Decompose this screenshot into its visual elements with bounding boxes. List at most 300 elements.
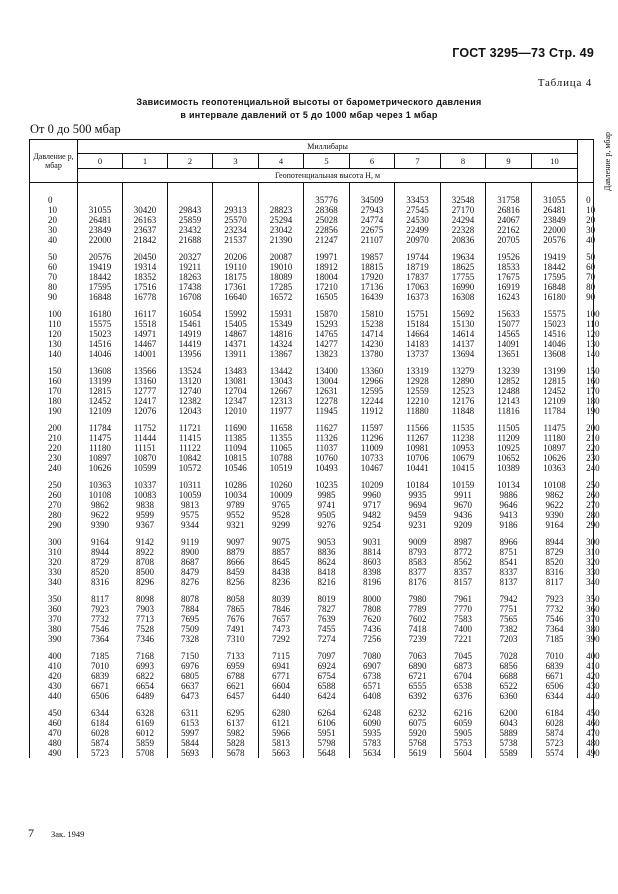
- height-cell: 17516: [123, 282, 168, 292]
- table-row: [30, 329, 594, 339]
- pressure-left-cell: 80: [30, 282, 78, 292]
- group-gap: [30, 416, 594, 423]
- height-cell: 8520: [78, 567, 123, 577]
- height-cell: 13400: [304, 366, 350, 376]
- pressure-right-cell: 110: [578, 319, 594, 329]
- height-cell: 12109: [78, 406, 123, 416]
- height-cell: 9164: [532, 520, 578, 530]
- height-cell: 16572: [259, 292, 304, 302]
- height-cell: 15870: [304, 309, 350, 319]
- height-cell: 6555: [395, 681, 441, 691]
- height-cell: 15238: [350, 319, 395, 329]
- height-cell: 18263: [168, 272, 213, 282]
- height-cell: 5859: [123, 738, 168, 748]
- height-cell: 6012: [123, 728, 168, 738]
- height-cell: 20836: [441, 235, 486, 245]
- height-cell: 31055: [78, 205, 123, 215]
- height-cell: 10311: [168, 480, 213, 490]
- height-cell: 7602: [395, 614, 441, 624]
- pressure-right-cell: 270: [578, 500, 594, 510]
- height-cell: 18175: [213, 272, 259, 282]
- height-cell: 7942: [486, 594, 532, 604]
- height-cell: 13823: [304, 349, 350, 359]
- height-cell: 5648: [304, 748, 350, 758]
- height-cell: 21390: [259, 235, 304, 245]
- pressure-right-cell: 250: [578, 480, 594, 490]
- pressure-left-cell: 250: [30, 480, 78, 490]
- height-cell: 21537: [213, 235, 259, 245]
- pressure-right-cell: 390: [578, 634, 594, 644]
- height-cell: [123, 195, 168, 205]
- height-cell: 22000: [532, 225, 578, 235]
- caption-line-1: Зависимость геопотенциальной высоты от барометрического давления: [136, 97, 482, 107]
- height-cell: 6571: [350, 681, 395, 691]
- height-cell: 11505: [486, 423, 532, 433]
- pressure-right-cell: 410: [578, 661, 594, 671]
- pressure-left-cell: 60: [30, 262, 78, 272]
- height-cell: 19211: [168, 262, 213, 272]
- table-row: [30, 396, 594, 406]
- height-cell: 5813: [259, 738, 304, 748]
- pressure-left-cell: 290: [30, 520, 78, 530]
- pressure-left-cell: 180: [30, 396, 78, 406]
- pressure-left-cell: 70: [30, 272, 78, 282]
- pressure-left-cell: 470: [30, 728, 78, 738]
- height-cell: 19971: [304, 252, 350, 262]
- height-cell: 13694: [441, 349, 486, 359]
- pressure-right-cell: 370: [578, 614, 594, 624]
- height-cell: 13780: [350, 349, 395, 359]
- height-cell: 7455: [304, 624, 350, 634]
- pressure-left-cell: 300: [30, 537, 78, 547]
- height-cell: 9985: [304, 490, 350, 500]
- height-cell: 12559: [395, 386, 441, 396]
- pressure-right-cell: 440: [578, 691, 594, 701]
- pressure-right-cell: 150: [578, 366, 594, 376]
- pressure-right-cell: 300: [578, 537, 594, 547]
- pressure-header-left: Давление p, мбар: [30, 140, 78, 183]
- height-cell: 19010: [259, 262, 304, 272]
- height-cell: 26481: [78, 215, 123, 225]
- table-row: [30, 282, 594, 292]
- height-cell: 10337: [123, 480, 168, 490]
- height-cell: 14001: [123, 349, 168, 359]
- height-cell: 34509: [350, 195, 395, 205]
- height-cell: 10760: [304, 453, 350, 463]
- height-cell: 7509: [168, 624, 213, 634]
- height-subheader: Геопотенциальная высота H, м: [78, 169, 578, 183]
- table-row: [30, 349, 594, 359]
- height-cell: 7185: [532, 634, 578, 644]
- pressure-left-cell: 90: [30, 292, 78, 302]
- height-cell: 20705: [486, 235, 532, 245]
- height-cell: 13566: [123, 366, 168, 376]
- height-cell: 8236: [259, 577, 304, 587]
- height-cell: 6028: [78, 728, 123, 738]
- pressure-right-cell: 380: [578, 624, 594, 634]
- pressure-right-cell: 290: [578, 520, 594, 530]
- height-cell: 5768: [395, 738, 441, 748]
- unit-header-8: 8: [441, 154, 486, 169]
- height-cell: 11209: [486, 433, 532, 443]
- height-cell: 7256: [350, 634, 395, 644]
- height-cell: 5874: [78, 738, 123, 748]
- pressure-right-cell: 470: [578, 728, 594, 738]
- pressure-right-cell: 80: [578, 282, 594, 292]
- height-cell: 20327: [168, 252, 213, 262]
- height-cell: 28368: [304, 205, 350, 215]
- height-cell: 8377: [395, 567, 441, 577]
- height-cell: 15461: [168, 319, 213, 329]
- height-cell: 7695: [168, 614, 213, 624]
- height-cell: 6424: [304, 691, 350, 701]
- height-cell: 8078: [168, 594, 213, 604]
- height-cell: 20576: [78, 252, 123, 262]
- millibars-header: Миллибары: [78, 140, 578, 154]
- height-cell: 6392: [395, 691, 441, 701]
- height-cell: 8276: [168, 577, 213, 587]
- pressure-right-cell: 280: [578, 510, 594, 520]
- height-cell: 14046: [78, 349, 123, 359]
- height-cell: 11566: [395, 423, 441, 433]
- pressure-right-cell: 420: [578, 671, 594, 681]
- height-cell: 11721: [168, 423, 213, 433]
- height-cell: 6688: [486, 671, 532, 681]
- height-cell: 11658: [259, 423, 304, 433]
- height-cell: 35776: [304, 195, 350, 205]
- height-cell: 7751: [486, 604, 532, 614]
- height-cell: 10679: [441, 453, 486, 463]
- height-cell: 12890: [441, 376, 486, 386]
- height-cell: 9838: [123, 500, 168, 510]
- height-cell: 6907: [350, 661, 395, 671]
- height-cell: 7203: [486, 634, 532, 644]
- height-cell: 26816: [486, 205, 532, 215]
- pressure-right-cell: 90: [578, 292, 594, 302]
- table-row: [30, 480, 594, 490]
- height-cell: 7080: [350, 651, 395, 661]
- height-cell: 7346: [123, 634, 168, 644]
- height-cell: 11752: [123, 423, 168, 433]
- table-row: [30, 520, 594, 530]
- height-cell: 6169: [123, 718, 168, 728]
- height-cell: 15518: [123, 319, 168, 329]
- height-cell: 15130: [441, 319, 486, 329]
- height-cell: 9186: [486, 520, 532, 530]
- height-cell: 6671: [78, 681, 123, 691]
- height-cell: 6588: [304, 681, 350, 691]
- height-cell: 7528: [123, 624, 168, 634]
- height-cell: 8624: [304, 557, 350, 567]
- height-cell: 9231: [395, 520, 441, 530]
- height-cell: 20087: [259, 252, 304, 262]
- height-cell: 6408: [350, 691, 395, 701]
- height-cell: 13239: [486, 366, 532, 376]
- height-cell: 11475: [532, 423, 578, 433]
- height-cell: 8117: [78, 594, 123, 604]
- height-cell: 9789: [213, 500, 259, 510]
- height-cell: 6184: [532, 708, 578, 718]
- height-cell: 9390: [78, 520, 123, 530]
- unit-header-10: 10: [532, 154, 578, 169]
- height-cell: [213, 195, 259, 205]
- height-cell: 8987: [441, 537, 486, 547]
- table-row: [30, 386, 594, 396]
- height-cell: 10034: [213, 490, 259, 500]
- height-cell: 9413: [486, 510, 532, 520]
- height-cell: 11296: [350, 433, 395, 443]
- height-cell: 23234: [213, 225, 259, 235]
- height-cell: 8216: [304, 577, 350, 587]
- height-cell: 7713: [123, 614, 168, 624]
- height-cell: [78, 195, 123, 205]
- pressure-left-cell: 140: [30, 349, 78, 359]
- pressure-left-cell: 170: [30, 386, 78, 396]
- pressure-right-cell: 430: [578, 681, 594, 691]
- height-cell: 6248: [350, 708, 395, 718]
- height-cell: 10441: [395, 463, 441, 473]
- height-cell: 14371: [213, 339, 259, 349]
- height-cell: 14919: [168, 329, 213, 339]
- pressure-right-cell: 180: [578, 396, 594, 406]
- page-number: 7: [28, 826, 34, 840]
- height-cell: [259, 195, 304, 205]
- height-cell: 6295: [213, 708, 259, 718]
- height-cell: 9209: [441, 520, 486, 530]
- pressure-right-cell: 240: [578, 463, 594, 473]
- height-cell: 12313: [259, 396, 304, 406]
- height-cell: 11009: [350, 443, 395, 453]
- height-cell: 7097: [304, 651, 350, 661]
- pressure-right-cell: 140: [578, 349, 594, 359]
- height-cell: 10706: [395, 453, 441, 463]
- table-row: [30, 309, 594, 319]
- height-cell: 19857: [350, 252, 395, 262]
- height-cell: 7328: [168, 634, 213, 644]
- pressure-left-cell: 50: [30, 252, 78, 262]
- height-cell: 9741: [304, 500, 350, 510]
- height-cell: 8814: [350, 547, 395, 557]
- table-row: [30, 681, 594, 691]
- pressure-left-cell: 310: [30, 547, 78, 557]
- height-cell: 26163: [123, 215, 168, 225]
- height-cell: 10519: [259, 463, 304, 473]
- height-cell: 10209: [350, 480, 395, 490]
- table-body: [30, 183, 600, 759]
- height-cell: 12523: [441, 386, 486, 396]
- height-cell: 29843: [168, 205, 213, 215]
- group-gap: [30, 644, 594, 651]
- pressure-right-cell: 490: [578, 748, 594, 758]
- height-cell: 16640: [213, 292, 259, 302]
- height-cell: 11475: [78, 433, 123, 443]
- table-row: [30, 225, 594, 235]
- height-cell: 6473: [168, 691, 213, 701]
- height-cell: 6506: [78, 691, 123, 701]
- pressure-right-cell: 310: [578, 547, 594, 557]
- height-cell: 14614: [441, 329, 486, 339]
- height-cell: 17438: [168, 282, 213, 292]
- height-cell: 10108: [78, 490, 123, 500]
- height-cell: 13608: [78, 366, 123, 376]
- height-cell: 18719: [395, 262, 441, 272]
- height-cell: 9694: [395, 500, 441, 510]
- height-cell: 11816: [486, 406, 532, 416]
- pressure-right-cell: 200: [578, 423, 594, 433]
- pressure-left-cell: 360: [30, 604, 78, 614]
- height-cell: 12010: [213, 406, 259, 416]
- height-cell: 16373: [395, 292, 441, 302]
- height-cell: 7789: [395, 604, 441, 614]
- height-cell: 10083: [123, 490, 168, 500]
- height-cell: 11151: [123, 443, 168, 453]
- height-cell: 5844: [168, 738, 213, 748]
- height-cell: 9009: [395, 537, 441, 547]
- pressure-left-cell: 0: [30, 195, 78, 205]
- height-cell: 10363: [78, 480, 123, 490]
- pressure-left-cell: 390: [30, 634, 78, 644]
- height-cell: 7732: [78, 614, 123, 624]
- pressure-left-cell: 260: [30, 490, 78, 500]
- height-cell: 24530: [395, 215, 441, 225]
- height-cell: 8751: [486, 547, 532, 557]
- height-cell: 9031: [350, 537, 395, 547]
- table-row: [30, 195, 594, 205]
- order-number: Зак. 1949: [51, 829, 85, 839]
- table-row: [30, 366, 594, 376]
- height-cell: 13199: [532, 366, 578, 376]
- height-cell: 5619: [395, 748, 441, 758]
- height-cell: 12966: [350, 376, 395, 386]
- pressure-right-cell: 30: [578, 225, 594, 235]
- height-cell: 8583: [395, 557, 441, 567]
- pressure-right-cell: 480: [578, 738, 594, 748]
- height-cell: 13199: [78, 376, 123, 386]
- height-cell: 6059: [441, 718, 486, 728]
- height-cell: 8966: [486, 537, 532, 547]
- height-cell: 12417: [123, 396, 168, 406]
- pressure-left-cell: 490: [30, 748, 78, 758]
- height-cell: 17837: [395, 272, 441, 282]
- table-row: [30, 547, 594, 557]
- height-cell: 32548: [441, 195, 486, 205]
- height-cell: 6200: [486, 708, 532, 718]
- height-cell: 12452: [532, 386, 578, 396]
- height-cell: 6704: [441, 671, 486, 681]
- height-cell: 14324: [259, 339, 304, 349]
- height-cell: 7583: [441, 614, 486, 624]
- height-cell: 13442: [259, 366, 304, 376]
- height-cell: 13956: [168, 349, 213, 359]
- height-cell: 11122: [168, 443, 213, 453]
- height-cell: 13319: [395, 366, 441, 376]
- height-cell: 6522: [486, 681, 532, 691]
- height-cell: 9436: [441, 510, 486, 520]
- pressure-left-cell: 20: [30, 215, 78, 225]
- height-cell: 17361: [213, 282, 259, 292]
- height-cell: 23432: [168, 225, 213, 235]
- height-cell: 6856: [486, 661, 532, 671]
- height-cell: 5663: [259, 748, 304, 758]
- height-cell: 15077: [486, 319, 532, 329]
- height-cell: 5604: [441, 748, 486, 758]
- table-row: [30, 604, 594, 614]
- height-cell: 5708: [123, 748, 168, 758]
- height-cell: 7565: [486, 614, 532, 624]
- pressure-right-cell: 70: [578, 272, 594, 282]
- height-cell: 9142: [123, 537, 168, 547]
- height-cell: 10815: [213, 453, 259, 463]
- height-cell: 8438: [259, 567, 304, 577]
- height-cell: 19314: [123, 262, 168, 272]
- height-cell: 8000: [350, 594, 395, 604]
- height-cell: 14516: [78, 339, 123, 349]
- height-cell: 6232: [395, 708, 441, 718]
- height-cell: 9935: [395, 490, 441, 500]
- pressure-left-cell: 120: [30, 329, 78, 339]
- table-row: [30, 272, 594, 282]
- height-cell: 5982: [213, 728, 259, 738]
- height-cell: 8520: [532, 557, 578, 567]
- height-cell: 7884: [168, 604, 213, 614]
- pressure-left-cell: 330: [30, 567, 78, 577]
- height-cell: 9075: [259, 537, 304, 547]
- height-cell: 10415: [441, 463, 486, 473]
- height-cell: 10788: [259, 453, 304, 463]
- height-cell: 14765: [304, 329, 350, 339]
- height-cell: 10953: [441, 443, 486, 453]
- height-cell: 8729: [532, 547, 578, 557]
- height-cell: 9053: [304, 537, 350, 547]
- height-cell: 14565: [486, 329, 532, 339]
- table-row: [30, 433, 594, 443]
- pressure-right-cell: 130: [578, 339, 594, 349]
- pressure-right-cell: 40: [578, 235, 594, 245]
- height-cell: 23042: [259, 225, 304, 235]
- height-cell: 6440: [259, 691, 304, 701]
- pressure-left-cell: 240: [30, 463, 78, 473]
- height-cell: 12244: [350, 396, 395, 406]
- height-cell: 7676: [213, 614, 259, 624]
- height-cell: 18004: [304, 272, 350, 282]
- height-cell: 8196: [350, 577, 395, 587]
- height-cell: 9575: [168, 510, 213, 520]
- height-cell: 10059: [168, 490, 213, 500]
- height-cell: 6106: [304, 718, 350, 728]
- height-cell: 16180: [532, 292, 578, 302]
- height-cell: 18912: [304, 262, 350, 272]
- height-cell: 15184: [395, 319, 441, 329]
- height-cell: 14277: [304, 339, 350, 349]
- height-cell: 10599: [123, 463, 168, 473]
- height-cell: 7028: [486, 651, 532, 661]
- height-cell: 8500: [123, 567, 168, 577]
- unit-header-5: 5: [304, 154, 350, 169]
- height-cell: 6822: [123, 671, 168, 681]
- height-cell: 22675: [350, 225, 395, 235]
- height-cell: 5905: [441, 728, 486, 738]
- unit-header-row: [30, 154, 594, 169]
- height-cell: 6344: [78, 708, 123, 718]
- height-cell: 14137: [441, 339, 486, 349]
- height-cell: 11326: [304, 433, 350, 443]
- height-cell: 10134: [486, 480, 532, 490]
- height-cell: 23637: [123, 225, 168, 235]
- table-row: [30, 661, 594, 671]
- height-cell: 7010: [78, 661, 123, 671]
- pressure-left-cell: 340: [30, 577, 78, 587]
- height-cell: 23849: [78, 225, 123, 235]
